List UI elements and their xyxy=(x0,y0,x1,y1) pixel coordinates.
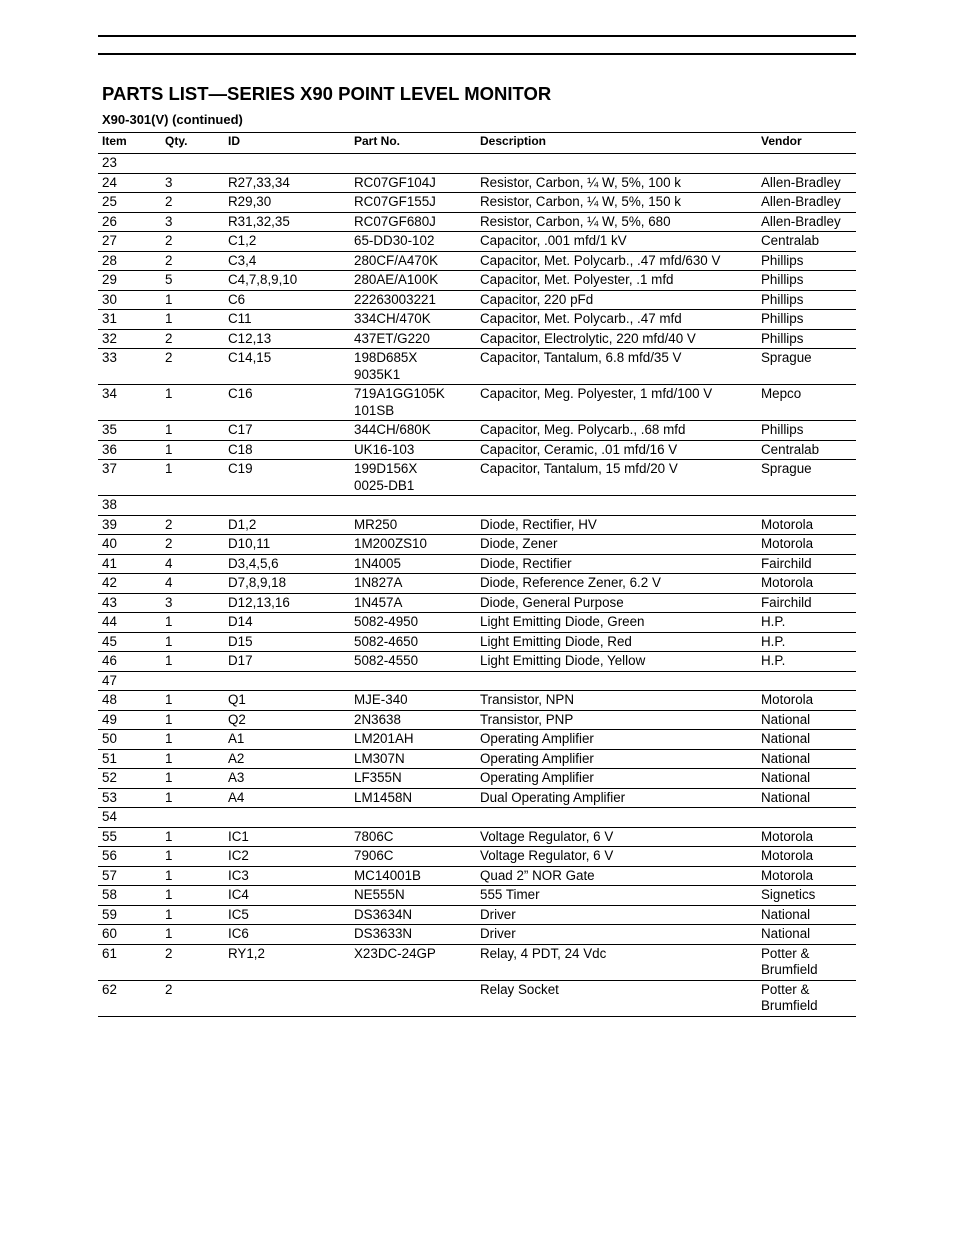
table-row xyxy=(98,329,856,349)
table-row xyxy=(98,980,856,1016)
vendor-cell: Motorola xyxy=(757,691,856,711)
part-no-cell: RC07GF104J xyxy=(350,173,476,193)
item-cell: 25 xyxy=(98,193,161,213)
part-no-cell xyxy=(350,671,476,691)
description-cell: Capacitor, .001 mfd/1 kV xyxy=(476,232,757,252)
vendor-cell: National xyxy=(757,905,856,925)
part-no-cell: 65-DD30-102 xyxy=(350,232,476,252)
description-cell: Resistor, Carbon, ¼ W, 5%, 150 k xyxy=(476,193,757,213)
description-cell: Light Emitting Diode, Yellow xyxy=(476,652,757,672)
description-cell: Driver xyxy=(476,905,757,925)
part-no-cell xyxy=(350,496,476,516)
description-cell: Operating Amplifier xyxy=(476,749,757,769)
part-no-cell: MC14001B xyxy=(350,866,476,886)
table-row xyxy=(98,251,856,271)
vendor-cell: Motorola xyxy=(757,827,856,847)
vendor-cell: Centralab xyxy=(757,440,856,460)
item-cell: 44 xyxy=(98,613,161,633)
item-cell: 30 xyxy=(98,290,161,310)
item-cell: 61 xyxy=(98,944,161,980)
table-row xyxy=(98,349,856,385)
column-header-part-no: Part No. xyxy=(350,133,476,154)
qty-cell: 1 xyxy=(161,749,224,769)
part-no-cell: 5082-4550 xyxy=(350,652,476,672)
id-cell: C11 xyxy=(224,310,350,330)
description-cell xyxy=(476,808,757,828)
column-header-vendor: Vendor xyxy=(757,133,856,154)
part-no-cell: NE555N xyxy=(350,886,476,906)
description-cell: Diode, Reference Zener, 6.2 V xyxy=(476,574,757,594)
qty-cell: 1 xyxy=(161,905,224,925)
table-row xyxy=(98,515,856,535)
qty-cell: 1 xyxy=(161,613,224,633)
qty-cell xyxy=(161,808,224,828)
item-cell: 43 xyxy=(98,593,161,613)
table-row xyxy=(98,671,856,691)
table-row xyxy=(98,730,856,750)
table-row xyxy=(98,886,856,906)
id-cell: D14 xyxy=(224,613,350,633)
qty-cell: 1 xyxy=(161,632,224,652)
id-cell: C4,7,8,9,10 xyxy=(224,271,350,291)
table-row xyxy=(98,652,856,672)
part-no-cell: LM307N xyxy=(350,749,476,769)
item-cell: 56 xyxy=(98,847,161,867)
id-cell: C1,2 xyxy=(224,232,350,252)
description-cell: Voltage Regulator, 6 V xyxy=(476,847,757,867)
description-cell: Resistor, Carbon, ¼ W, 5%, 100 k xyxy=(476,173,757,193)
item-cell: 50 xyxy=(98,730,161,750)
table-row xyxy=(98,749,856,769)
item-cell: 46 xyxy=(98,652,161,672)
qty-cell: 1 xyxy=(161,827,224,847)
vendor-cell: Phillips xyxy=(757,251,856,271)
table-row xyxy=(98,154,856,174)
item-cell: 32 xyxy=(98,329,161,349)
id-cell: C14,15 xyxy=(224,349,350,385)
parts-table-body xyxy=(98,154,856,1017)
qty-cell: 2 xyxy=(161,329,224,349)
id-cell: A1 xyxy=(224,730,350,750)
table-row xyxy=(98,593,856,613)
description-cell: Capacitor, 220 pFd xyxy=(476,290,757,310)
part-no-cell: LM1458N xyxy=(350,788,476,808)
qty-cell: 4 xyxy=(161,574,224,594)
part-no-cell: 1N4005 xyxy=(350,554,476,574)
item-cell: 23 xyxy=(98,154,161,174)
part-no-cell: UK16-103 xyxy=(350,440,476,460)
id-cell: D15 xyxy=(224,632,350,652)
parts-table xyxy=(98,132,856,1017)
vendor-cell: Sprague xyxy=(757,460,856,496)
id-cell: Q2 xyxy=(224,710,350,730)
part-no-cell: DS3634N xyxy=(350,905,476,925)
part-no-cell: 437ET/G220 xyxy=(350,329,476,349)
vendor-cell xyxy=(757,154,856,174)
description-cell: Diode, Zener xyxy=(476,535,757,555)
qty-cell: 1 xyxy=(161,710,224,730)
id-cell: IC4 xyxy=(224,886,350,906)
description-cell: Relay, 4 PDT, 24 Vdc xyxy=(476,944,757,980)
table-row xyxy=(98,173,856,193)
part-no-cell: X23DC-24GP xyxy=(350,944,476,980)
vendor-cell: Fairchild xyxy=(757,554,856,574)
qty-cell: 3 xyxy=(161,212,224,232)
item-cell: 41 xyxy=(98,554,161,574)
vendor-cell xyxy=(757,496,856,516)
id-cell: Q1 xyxy=(224,691,350,711)
qty-cell: 1 xyxy=(161,691,224,711)
qty-cell: 4 xyxy=(161,554,224,574)
description-cell: Capacitor, Met. Polycarb., .47 mfd xyxy=(476,310,757,330)
item-cell: 36 xyxy=(98,440,161,460)
description-cell: Capacitor, Meg. Polycarb., .68 mfd xyxy=(476,421,757,441)
qty-cell: 1 xyxy=(161,847,224,867)
table-row xyxy=(98,866,856,886)
table-row xyxy=(98,496,856,516)
part-no-cell: 7906C xyxy=(350,847,476,867)
table-row xyxy=(98,827,856,847)
item-cell: 54 xyxy=(98,808,161,828)
vendor-cell: Phillips xyxy=(757,290,856,310)
part-no-cell: 280AE/A100K xyxy=(350,271,476,291)
vendor-cell: Mepco xyxy=(757,385,856,421)
id-cell: D12,13,16 xyxy=(224,593,350,613)
item-cell: 37 xyxy=(98,460,161,496)
vendor-cell: Phillips xyxy=(757,271,856,291)
qty-cell: 1 xyxy=(161,421,224,441)
table-row xyxy=(98,310,856,330)
table-row xyxy=(98,808,856,828)
vendor-cell: Motorola xyxy=(757,535,856,555)
table-row xyxy=(98,788,856,808)
item-cell: 29 xyxy=(98,271,161,291)
qty-cell xyxy=(161,496,224,516)
description-cell: Voltage Regulator, 6 V xyxy=(476,827,757,847)
vendor-cell: National xyxy=(757,769,856,789)
qty-cell: 1 xyxy=(161,385,224,421)
item-cell: 33 xyxy=(98,349,161,385)
item-cell: 55 xyxy=(98,827,161,847)
id-cell: IC5 xyxy=(224,905,350,925)
vendor-cell: Phillips xyxy=(757,329,856,349)
vendor-cell: Signetics xyxy=(757,886,856,906)
description-cell: 555 Timer xyxy=(476,886,757,906)
id-cell xyxy=(224,980,350,1016)
id-cell: C12,13 xyxy=(224,329,350,349)
item-cell: 42 xyxy=(98,574,161,594)
table-row xyxy=(98,271,856,291)
column-header-description: Description xyxy=(476,133,757,154)
part-no-cell: 1N457A xyxy=(350,593,476,613)
part-no-cell: MR250 xyxy=(350,515,476,535)
qty-cell: 1 xyxy=(161,310,224,330)
item-cell: 49 xyxy=(98,710,161,730)
part-no-cell: 22263003221 xyxy=(350,290,476,310)
qty-cell: 1 xyxy=(161,925,224,945)
vendor-cell xyxy=(757,808,856,828)
qty-cell: 1 xyxy=(161,769,224,789)
qty-cell: 3 xyxy=(161,593,224,613)
item-cell: 48 xyxy=(98,691,161,711)
description-cell: Operating Amplifier xyxy=(476,769,757,789)
description-cell xyxy=(476,496,757,516)
vendor-cell: Fairchild xyxy=(757,593,856,613)
vendor-cell: Sprague xyxy=(757,349,856,385)
vendor-cell: National xyxy=(757,730,856,750)
header-rule-top xyxy=(98,35,856,37)
id-cell: C17 xyxy=(224,421,350,441)
part-no-cell: 280CF/A470K xyxy=(350,251,476,271)
part-no-cell: 199D156X 0025-DB1 xyxy=(350,460,476,496)
part-no-cell: 7806C xyxy=(350,827,476,847)
description-cell: Capacitor, Ceramic, .01 mfd/16 V xyxy=(476,440,757,460)
item-cell: 45 xyxy=(98,632,161,652)
vendor-cell: H.P. xyxy=(757,632,856,652)
id-cell: IC3 xyxy=(224,866,350,886)
description-cell: Capacitor, Met. Polyester, .1 mfd xyxy=(476,271,757,291)
part-no-cell: DS3633N xyxy=(350,925,476,945)
header-rule-bottom xyxy=(98,53,856,55)
table-row xyxy=(98,574,856,594)
part-no-cell: 198D685X 9035K1 xyxy=(350,349,476,385)
vendor-cell: National xyxy=(757,925,856,945)
table-row xyxy=(98,691,856,711)
part-no-cell: MJE-340 xyxy=(350,691,476,711)
part-no-cell: 334CH/470K xyxy=(350,310,476,330)
column-header-id: ID xyxy=(224,133,350,154)
vendor-cell: Phillips xyxy=(757,310,856,330)
part-no-cell: RC07GF680J xyxy=(350,212,476,232)
vendor-cell: H.P. xyxy=(757,613,856,633)
column-header-qty: Qty. xyxy=(161,133,224,154)
part-no-cell: 2N3638 xyxy=(350,710,476,730)
qty-cell: 2 xyxy=(161,349,224,385)
id-cell: C16 xyxy=(224,385,350,421)
item-cell: 39 xyxy=(98,515,161,535)
description-cell: Quad 2” NOR Gate xyxy=(476,866,757,886)
id-cell: C3,4 xyxy=(224,251,350,271)
item-cell: 26 xyxy=(98,212,161,232)
qty-cell: 1 xyxy=(161,886,224,906)
description-cell: Relay Socket xyxy=(476,980,757,1016)
id-cell xyxy=(224,671,350,691)
table-row xyxy=(98,710,856,730)
part-no-cell xyxy=(350,980,476,1016)
vendor-cell: National xyxy=(757,710,856,730)
table-row xyxy=(98,905,856,925)
description-cell: Diode, Rectifier xyxy=(476,554,757,574)
description-cell: Capacitor, Tantalum, 6.8 mfd/35 V xyxy=(476,349,757,385)
description-cell: Transistor, NPN xyxy=(476,691,757,711)
part-no-cell: 1N827A xyxy=(350,574,476,594)
id-cell: R27,33,34 xyxy=(224,173,350,193)
description-cell: Driver xyxy=(476,925,757,945)
description-cell: Diode, Rectifier, HV xyxy=(476,515,757,535)
item-cell: 62 xyxy=(98,980,161,1016)
qty-cell: 3 xyxy=(161,173,224,193)
qty-cell: 1 xyxy=(161,440,224,460)
item-cell: 40 xyxy=(98,535,161,555)
page-title: PARTS LIST—SERIES X90 POINT LEVEL MONITOR xyxy=(102,83,552,104)
vendor-cell: Allen-Bradley xyxy=(757,212,856,232)
item-cell: 60 xyxy=(98,925,161,945)
table-row xyxy=(98,535,856,555)
table-row xyxy=(98,193,856,213)
table-row xyxy=(98,944,856,980)
part-no-cell: 1M200ZS10 xyxy=(350,535,476,555)
table-row xyxy=(98,847,856,867)
qty-cell: 2 xyxy=(161,193,224,213)
vendor-cell: Centralab xyxy=(757,232,856,252)
id-cell: RY1,2 xyxy=(224,944,350,980)
id-cell xyxy=(224,496,350,516)
table-row xyxy=(98,554,856,574)
vendor-cell: Allen-Bradley xyxy=(757,173,856,193)
part-no-cell: LF355N xyxy=(350,769,476,789)
description-cell: Diode, General Purpose xyxy=(476,593,757,613)
description-cell xyxy=(476,154,757,174)
table-header-row xyxy=(98,133,856,154)
qty-cell xyxy=(161,671,224,691)
qty-cell: 2 xyxy=(161,535,224,555)
description-cell: Transistor, PNP xyxy=(476,710,757,730)
id-cell: A2 xyxy=(224,749,350,769)
qty-cell: 5 xyxy=(161,271,224,291)
column-header-item: Item xyxy=(98,133,161,154)
vendor-cell xyxy=(757,671,856,691)
part-no-cell xyxy=(350,154,476,174)
vendor-cell: Phillips xyxy=(757,421,856,441)
item-cell: 35 xyxy=(98,421,161,441)
table-row xyxy=(98,440,856,460)
vendor-cell: Potter & Brumfield xyxy=(757,944,856,980)
vendor-cell: Motorola xyxy=(757,574,856,594)
id-cell xyxy=(224,154,350,174)
item-cell: 28 xyxy=(98,251,161,271)
id-cell: IC6 xyxy=(224,925,350,945)
id-cell: R29,30 xyxy=(224,193,350,213)
vendor-cell: Motorola xyxy=(757,847,856,867)
description-cell: Light Emitting Diode, Green xyxy=(476,613,757,633)
item-cell: 52 xyxy=(98,769,161,789)
description-cell: Resistor, Carbon, ¼ W, 5%, 680 xyxy=(476,212,757,232)
qty-cell: 1 xyxy=(161,730,224,750)
item-cell: 51 xyxy=(98,749,161,769)
part-no-cell: LM201AH xyxy=(350,730,476,750)
qty-cell: 2 xyxy=(161,980,224,1016)
item-cell: 31 xyxy=(98,310,161,330)
part-no-cell: RC07GF155J xyxy=(350,193,476,213)
id-cell: A4 xyxy=(224,788,350,808)
table-row xyxy=(98,421,856,441)
id-cell xyxy=(224,808,350,828)
id-cell: R31,32,35 xyxy=(224,212,350,232)
table-row xyxy=(98,290,856,310)
item-cell: 53 xyxy=(98,788,161,808)
table-row xyxy=(98,769,856,789)
item-cell: 38 xyxy=(98,496,161,516)
id-cell: C19 xyxy=(224,460,350,496)
vendor-cell: Motorola xyxy=(757,866,856,886)
part-no-cell: 344CH/680K xyxy=(350,421,476,441)
item-cell: 34 xyxy=(98,385,161,421)
part-no-cell: 5082-4650 xyxy=(350,632,476,652)
id-cell: D3,4,5,6 xyxy=(224,554,350,574)
qty-cell: 1 xyxy=(161,652,224,672)
description-cell: Capacitor, Electrolytic, 220 mfd/40 V xyxy=(476,329,757,349)
vendor-cell: National xyxy=(757,788,856,808)
description-cell: Dual Operating Amplifier xyxy=(476,788,757,808)
table-row xyxy=(98,925,856,945)
item-cell: 58 xyxy=(98,886,161,906)
section-subtitle: X90-301(V) (continued) xyxy=(102,112,243,127)
qty-cell: 2 xyxy=(161,251,224,271)
part-no-cell xyxy=(350,808,476,828)
id-cell: IC1 xyxy=(224,827,350,847)
description-cell: Capacitor, Meg. Polyester, 1 mfd/100 V xyxy=(476,385,757,421)
qty-cell: 2 xyxy=(161,515,224,535)
item-cell: 57 xyxy=(98,866,161,886)
id-cell: C6 xyxy=(224,290,350,310)
vendor-cell: Motorola xyxy=(757,515,856,535)
table-row xyxy=(98,212,856,232)
part-no-cell: 719A1GG105K 101SB xyxy=(350,385,476,421)
vendor-cell: Allen-Bradley xyxy=(757,193,856,213)
table-row xyxy=(98,632,856,652)
qty-cell: 1 xyxy=(161,866,224,886)
part-no-cell: 5082-4950 xyxy=(350,613,476,633)
vendor-cell: Potter & Brumfield xyxy=(757,980,856,1016)
description-cell: Operating Amplifier xyxy=(476,730,757,750)
qty-cell: 1 xyxy=(161,290,224,310)
qty-cell: 1 xyxy=(161,460,224,496)
id-cell: A3 xyxy=(224,769,350,789)
qty-cell xyxy=(161,154,224,174)
item-cell: 27 xyxy=(98,232,161,252)
vendor-cell: National xyxy=(757,749,856,769)
id-cell: C18 xyxy=(224,440,350,460)
vendor-cell: H.P. xyxy=(757,652,856,672)
table-row xyxy=(98,385,856,421)
table-row xyxy=(98,460,856,496)
id-cell: D1,2 xyxy=(224,515,350,535)
id-cell: D17 xyxy=(224,652,350,672)
qty-cell: 2 xyxy=(161,944,224,980)
item-cell: 59 xyxy=(98,905,161,925)
qty-cell: 2 xyxy=(161,232,224,252)
id-cell: IC2 xyxy=(224,847,350,867)
qty-cell: 1 xyxy=(161,788,224,808)
description-cell: Capacitor, Tantalum, 15 mfd/20 V xyxy=(476,460,757,496)
description-cell: Light Emitting Diode, Red xyxy=(476,632,757,652)
item-cell: 47 xyxy=(98,671,161,691)
item-cell: 24 xyxy=(98,173,161,193)
table-row xyxy=(98,613,856,633)
id-cell: D7,8,9,18 xyxy=(224,574,350,594)
description-cell xyxy=(476,671,757,691)
description-cell: Capacitor, Met. Polycarb., .47 mfd/630 V xyxy=(476,251,757,271)
table-row xyxy=(98,232,856,252)
id-cell: D10,11 xyxy=(224,535,350,555)
